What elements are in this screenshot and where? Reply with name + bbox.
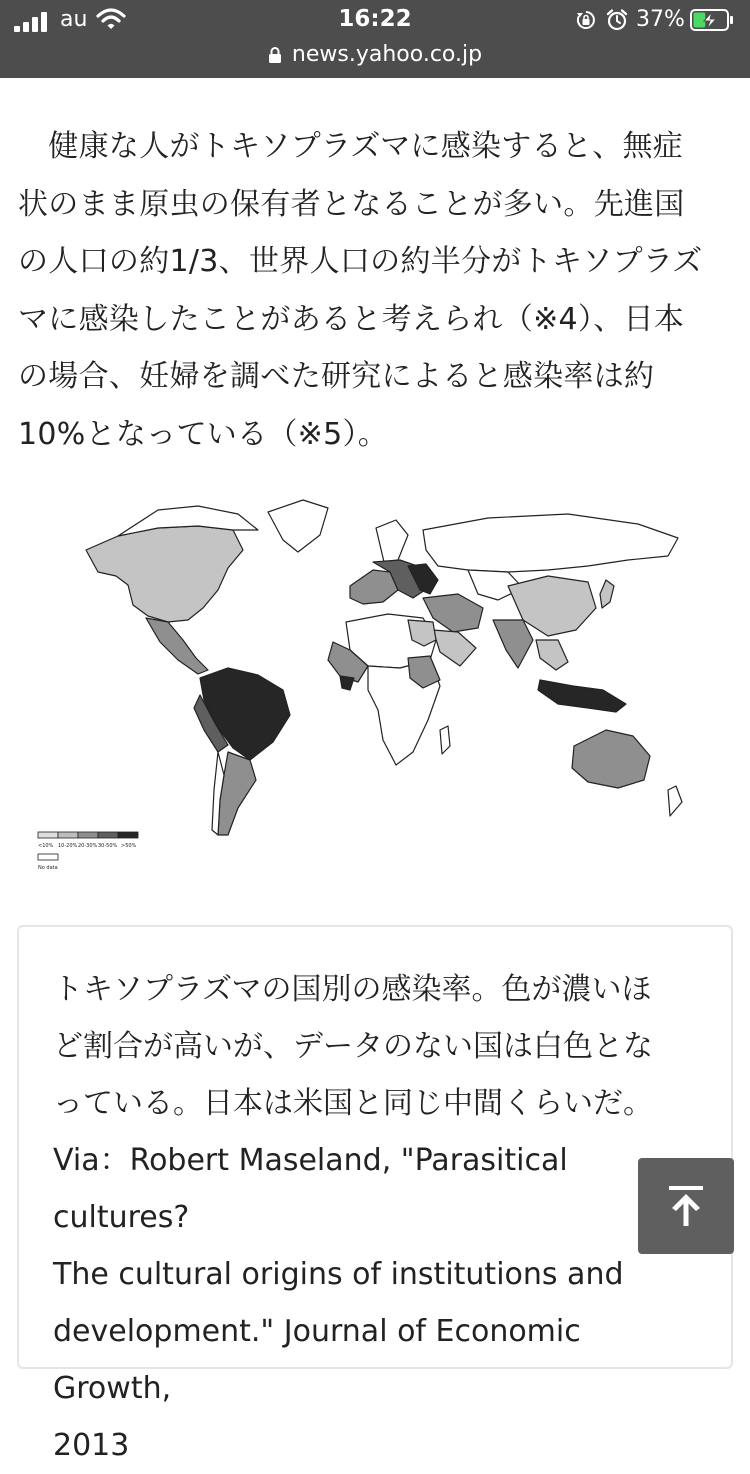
url-text[interactable]: news.yahoo.co.jp [291,42,483,67]
image-caption-box [17,925,733,1463]
map-region-greenland [268,500,328,552]
map-region-scandinavia [376,520,408,562]
map-region-north-america [86,526,243,622]
orientation-lock-icon [576,10,596,30]
map-region-argentina [218,752,256,835]
status-time: 16:22 [338,6,412,32]
legend-label-4: 30-50% [98,843,118,849]
address-bar[interactable] [0,40,750,76]
toxoplasma-world-map-image[interactable] [28,490,718,880]
legend-label-2: 10-20% [58,843,78,849]
map-region-australia [572,730,650,788]
scroll-to-top-button[interactable] [638,1158,734,1254]
map-region-mexico [146,618,208,674]
map-region-japan [600,580,614,608]
arrow-up-icon [666,1184,706,1228]
map-legend [38,832,138,871]
map-region-southeast-asia [536,640,568,670]
legend-label-1: <10% [38,843,54,849]
map-region-south-america-north [200,668,290,760]
map-region-new-zealand [668,786,682,816]
legend-swatch-no-data [38,854,58,860]
map-region-india [493,620,533,668]
lock-icon [268,46,282,64]
browser-top-bar [0,0,750,78]
carrier-label: au [60,7,88,32]
alarm-clock-icon [606,9,628,31]
status-bar [0,0,750,40]
image-caption-text: トキソプラズマの国別の感染率。色が濃いほ ど割合が高いが、データのない国は白色とな っている。日本は米国と同じ中間くらいだ。 Via：Robert Maseland, "Parasitical cultures? The cultural origins of institutions and development." Journal of Economic Growth, 2013 [53,972,653,1463]
article-paragraph: 健康な人がトキソプラズマに感染すると、無症 状のまま原虫の保有者となることが多い。先進国 の人口の約1/3、世界人口の約半分がトキソプラズ マに感染したことがあると考えられ（※4）、日本 の場合、妊婦を調べた研究によると感染率は約 10%となっている（※5）。 [18,129,703,452]
legend-swatch-3 [78,832,98,838]
legend-swatch-2 [58,832,78,838]
map-region-russia [423,514,678,572]
legend-label-no-data: No data [38,865,58,871]
map-region-madagascar [440,726,450,754]
battery-charging-icon [690,9,734,31]
legend-label-5: >50% [121,843,137,849]
map-region-arabia [433,630,476,666]
legend-swatch-1 [38,832,58,838]
legend-label-3: 20-30% [78,843,98,849]
map-region-ivory-coast [340,676,354,690]
map-region-indonesia [538,680,626,712]
legend-swatch-4 [98,832,118,838]
legend-swatch-5 [118,832,138,838]
battery-percentage: 37% [636,7,685,32]
